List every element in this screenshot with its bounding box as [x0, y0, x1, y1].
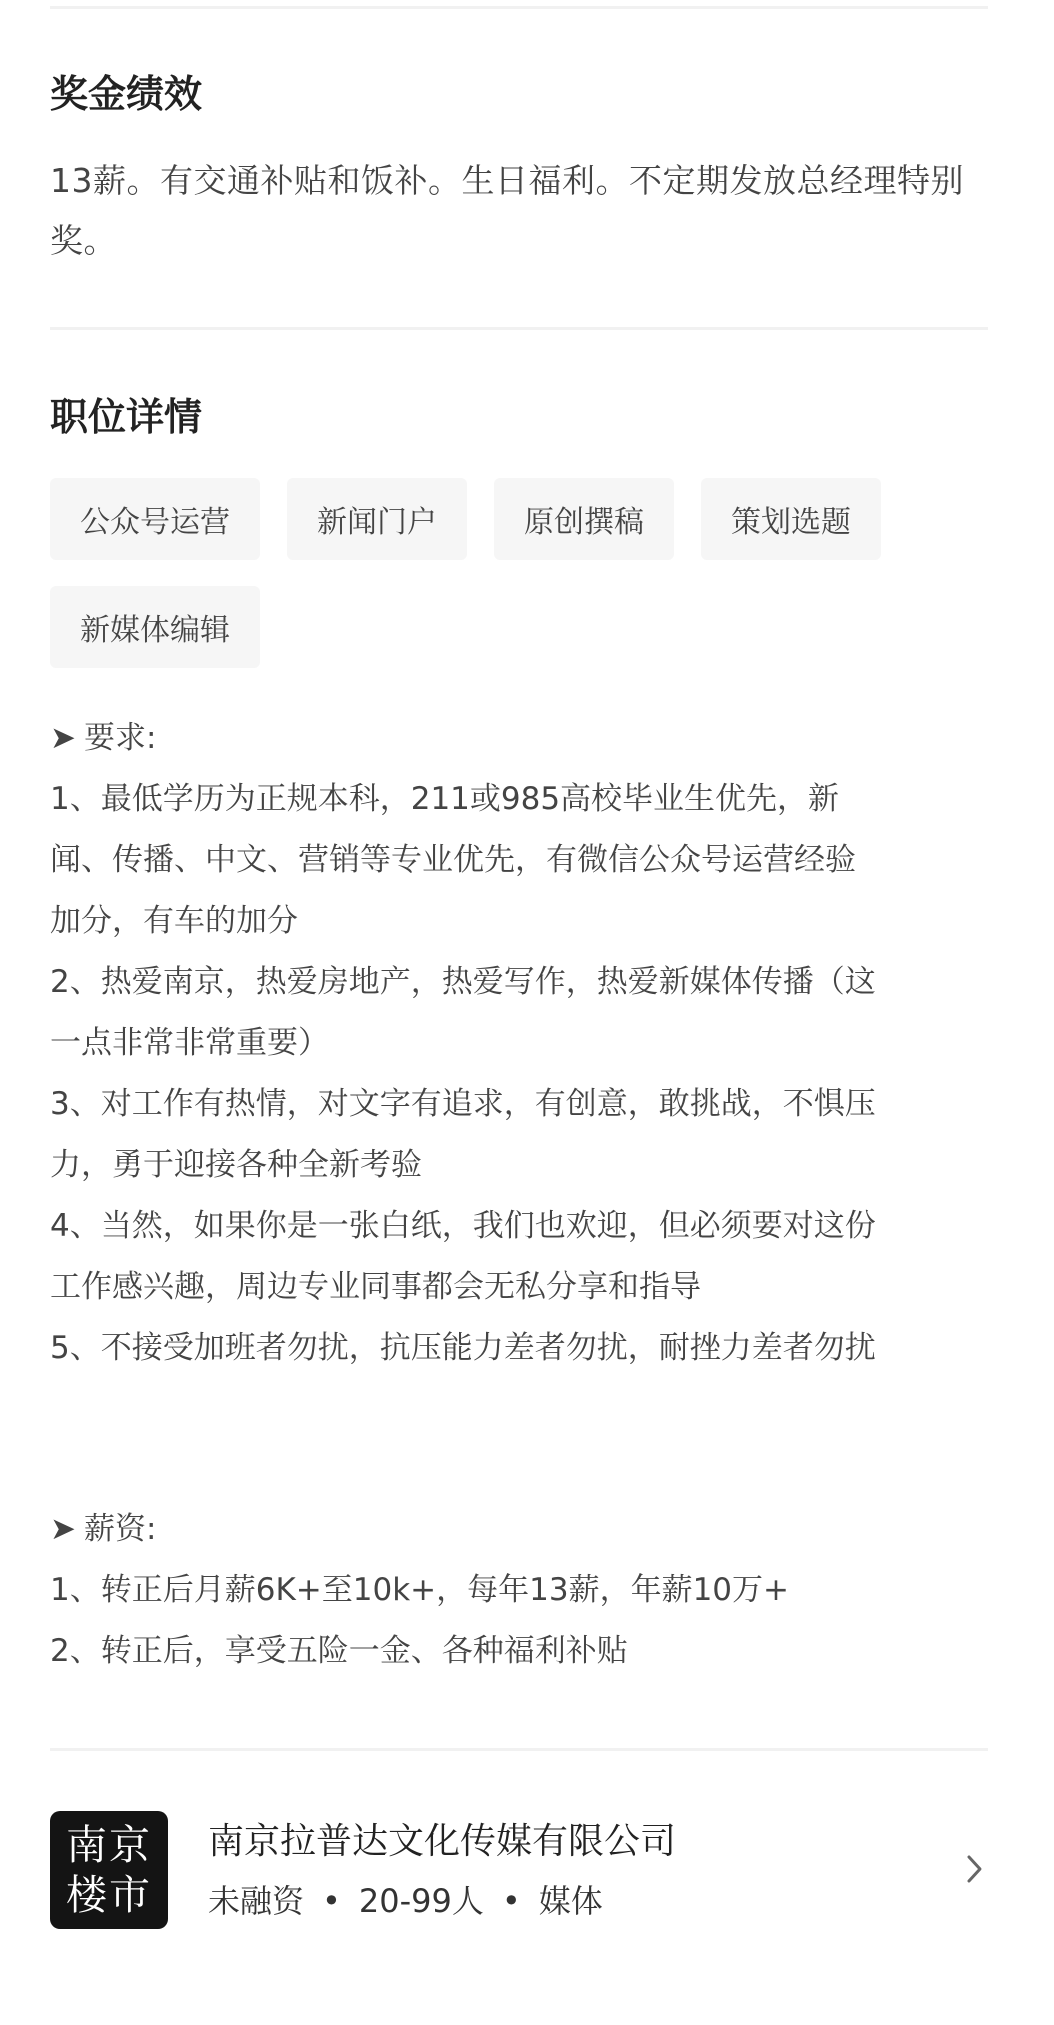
company-size: 20-99人 [358, 1882, 484, 1920]
job-detail-section-title: 职位详情 [50, 395, 203, 439]
chevron-right-icon[interactable] [960, 1851, 988, 1887]
company-funding: 未融资 [208, 1882, 305, 1920]
company-logo [50, 1811, 168, 1929]
company-logo-line: 南京 [66, 1821, 152, 1869]
requirement-line: 力，勇于迎接各种全新考验 [50, 1147, 422, 1183]
job-tag: 原创撰稿 [494, 478, 674, 560]
salary-line: 2、转正后，享受五险一金、各种福利补贴 [50, 1633, 628, 1669]
bonus-section-title: 奖金绩效 [50, 72, 203, 116]
job-tag: 新媒体编辑 [50, 586, 260, 668]
arrow-right-icon: ➤ [50, 1511, 76, 1547]
requirement-line: 2、热爱南京，热爱房地产，热爱写作，热爱新媒体传播（这 [50, 964, 876, 1000]
divider [50, 1748, 988, 1751]
requirements-heading [50, 708, 988, 769]
company-name: 南京拉普达文化传媒有限公司 [208, 1821, 677, 1862]
separator-dot: • [501, 1882, 521, 1920]
job-tag: 策划选题 [701, 478, 881, 560]
company-industry: 媒体 [538, 1882, 603, 1920]
separator-dot: • [322, 1882, 341, 1920]
divider [50, 6, 988, 9]
job-tag: 公众号运营 [50, 478, 260, 560]
salary-heading-text: 薪资: [83, 1511, 157, 1547]
requirement-line: 3、对工作有热情，对文字有追求，有创意，敢挑战，不惧压 [50, 1086, 876, 1122]
company-card[interactable] [50, 1809, 988, 1931]
job-tag: 新闻门户 [287, 478, 467, 560]
job-description [50, 708, 988, 1682]
job-tags [50, 478, 988, 668]
requirement-line: 一点非常非常重要） [50, 1025, 329, 1061]
company-logo-line: 楼市 [66, 1871, 152, 1919]
divider [50, 327, 988, 330]
salary-line: 1、转正后月薪6K+至10k+，每年13薪，年薪10万+ [50, 1572, 789, 1608]
arrow-right-icon: ➤ [50, 720, 76, 756]
requirement-line: 4、当然，如果你是一张白纸，我们也欢迎，但必须要对这份 [50, 1208, 876, 1244]
company-meta [208, 1878, 676, 1924]
job-detail-page [50, 0, 988, 1931]
spacer [50, 1379, 988, 1499]
requirement-line: 5、不接受加班者勿扰，抗压能力差者勿扰，耐挫力差者勿扰 [50, 1330, 876, 1366]
salary-heading [50, 1499, 988, 1560]
requirement-line: 闻、传播、中文、营销等专业优先，有微信公众号运营经验 [50, 842, 856, 878]
bonus-description: 13薪。有交通补贴和饭补。生日福利。不定期发放总经理特别奖。 [50, 161, 964, 260]
requirements-heading-text: 要求: [83, 720, 157, 756]
requirement-line: 工作感兴趣，周边专业同事都会无私分享和指导 [50, 1269, 701, 1305]
company-info [208, 1816, 676, 1924]
requirement-line: 1、最低学历为正规本科，211或985高校毕业生优先，新 [50, 781, 840, 817]
requirement-line: 加分，有车的加分 [50, 903, 298, 939]
